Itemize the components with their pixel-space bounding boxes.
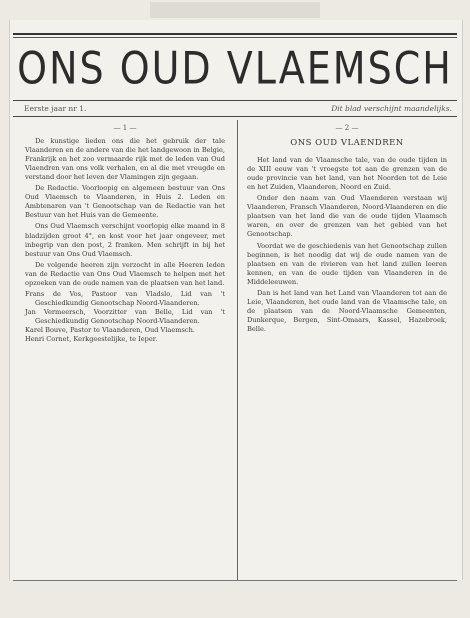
- paragraph: De kunstige lieden ons die het gebruik der tale Vlaanderen en de andere van die het landgewoon in Belgie, Frankrijk en het zoo vermaarde rijk met de leden van Oud Vlaendren van ons volk verhalen, en al die met vreugde en verstand door het leven der Vlamingen zijn gegaan.: [25, 137, 225, 182]
- member-entry: Frans de Vos, Pastoor van Vladslo, Lid van 't Geschiedkundig Genootschap Noord-Vlaanderen.: [25, 289, 225, 307]
- paragraph: Ons Oud Vlaemsch verschijnt voorlopig elke maand in 8 bladzijden groot 4°, en kost voor het jaar ongeveer, met inbegrip van den post, 2 franken. Men schrijft in bij het bestuur van Ons Oud Vlaemsch.: [25, 222, 225, 258]
- paragraph: Voordat we de geschiedenis van het Genootschap zullen beginnen, is het noodig dat wij de oude namen van de plaatsen en van de rivieren van het land zullen leeren kennen, en van de oude tijden van Vlaanderen in de Middeleeuwen.: [247, 241, 447, 286]
- member-entry: Karel Bouve, Pastor te Vlaanderen, Oud Vlaemsch.: [25, 325, 195, 334]
- paragraph: Het land van de Vlaamsche tale, van de oude tijden in de XIII eeuw van 't vroegste tot aan de grenzen van de oude provincie van het land, van het Noorden tot de Leie en het Zuiden, Vlaanderen, Noord en Zuid.: [247, 156, 447, 192]
- page-number: — 2 —: [335, 124, 359, 132]
- page-number: — 1 —: [113, 124, 137, 132]
- tape-strip: [150, 2, 320, 18]
- issue-note: Dit blad verschijnt maandelijks.: [331, 104, 452, 113]
- article-heading: ONS OUD VLAENDREN: [290, 138, 404, 149]
- paragraph: De volgende heeren zijn verzocht in alle Heeren leden van de Redactie van Ons Oud Vlaemsch te helpen met het opzoeken van de oude namen van de plaatsen van het land.: [25, 260, 225, 287]
- issue-rule: [13, 116, 457, 117]
- left-column: [25, 124, 225, 344]
- issue-number: Eerste jaar nr 1.: [24, 104, 87, 113]
- member-entry: Henri Cornet, Kerkgeestelijke, te Ieper.: [25, 335, 158, 344]
- paragraph: Dan is het land van het Land van Vlaanderen tot aan de Leie, Vlaanderen, het oude land van de Vlaamsche tale, en de plaatsen van de Noord-Vlaamsche Gemeenten, Dunkerque, Bergen, Sint-Omaars, Kassel, Hazebroek, Belle.: [247, 288, 447, 333]
- right-column: [247, 124, 447, 336]
- bottom-rule: [13, 580, 457, 581]
- column-divider: [237, 120, 238, 580]
- masthead-title: ONS OUD VLAEMSCH: [17, 42, 453, 94]
- member-entry: Jan Vermeersch, Voorzitter van Belle, Lid van 't Geschiedkundig Genootschap Noord-Vlaanderen.: [25, 307, 225, 325]
- paragraph: De Redactie. Voorloopig en algemeen bestuur van Ons Oud Vlaemsch te Vlaanderen, in Huis 2. Leden en Ambtenaren van 't Genootschap van de Redactie van het Bestuur van het Huis van de Gemeente.: [25, 184, 225, 220]
- issue-line: [24, 103, 452, 115]
- paragraph: Onder den naam van Oud Vlaenderen verstaan wij Vlaanderen, Fransch Vlaanderen, Noord-Vlaanderen en die plaatsen van het land die van de oude tijden Vlaamsch waren, en over de grenzen van het gebied van het Genootschap.: [247, 194, 447, 239]
- masthead-rule: [13, 100, 457, 101]
